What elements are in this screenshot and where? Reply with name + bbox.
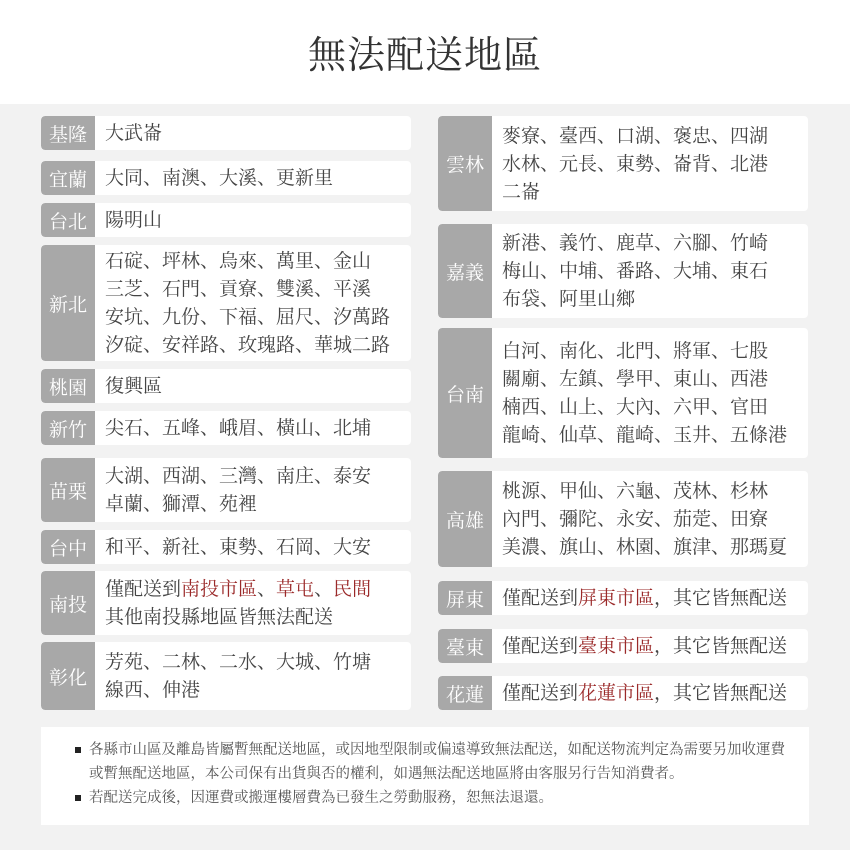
area-text: 楠西、山上、大內、六甲、官田: [502, 396, 769, 418]
area-text: 梅山、中埔、番路、大埔、東石: [502, 260, 769, 282]
region-label: 彰化: [41, 642, 95, 710]
highlighted-area: 草屯: [276, 578, 315, 600]
notes-box: [41, 727, 809, 825]
area-text: 關廟、左鎮、學甲、東山、西港: [502, 368, 769, 390]
area-line: [502, 632, 787, 660]
area-text: 復興區: [105, 375, 163, 397]
area-text: 和平、新社、東勢、石岡、大安: [105, 536, 372, 558]
region-areas: [95, 571, 411, 635]
region-areas: [95, 411, 411, 445]
region-areas: [492, 328, 808, 458]
area-line: [105, 247, 390, 275]
area-text: 石碇、坪林、烏來、萬里、金山: [105, 250, 372, 272]
area-text: 美濃、旗山、林園、旗津、那瑪夏: [502, 536, 788, 558]
area-line: [502, 337, 787, 365]
region-label: 新竹: [41, 411, 95, 445]
area-text: ，其它皆無配送: [654, 587, 788, 609]
area-line: [105, 372, 162, 400]
area-text: 僅配送到: [502, 587, 579, 609]
area-line: [105, 331, 390, 359]
area-text: 新港、義竹、鹿草、六腳、竹崎: [502, 232, 769, 254]
area-text: 線西、伸港: [105, 679, 201, 701]
region-areas: [95, 203, 411, 237]
area-line: [105, 676, 371, 704]
area-line: [502, 533, 787, 561]
area-line: [105, 533, 371, 561]
region-row: [438, 328, 808, 458]
region-row: [41, 161, 411, 195]
region-label: 雲林: [438, 116, 492, 211]
highlighted-area: 屏東市區: [578, 587, 655, 609]
region-areas: [95, 116, 411, 150]
region-label: 高雄: [438, 471, 492, 567]
region-label: 宜蘭: [41, 161, 95, 195]
area-text: 、: [314, 578, 334, 600]
area-line: [105, 303, 390, 331]
region-row: [41, 203, 411, 237]
area-text: 其他南投縣地區皆無法配送: [105, 606, 334, 628]
area-line: [105, 164, 333, 192]
region-row: [41, 116, 411, 150]
region-row: [41, 411, 411, 445]
area-text: 白河、南化、北門、將軍、七股: [502, 340, 769, 362]
region-areas: [492, 581, 808, 615]
region-label: 苗栗: [41, 458, 95, 522]
region-label: 花蓮: [438, 676, 492, 710]
region-areas: [95, 530, 411, 564]
area-text: 大同、南澳、大溪、更新里: [105, 167, 334, 189]
area-text: 水林、元長、東勢、崙背、北港: [502, 152, 769, 175]
highlighted-area: 花蓮市區: [578, 682, 655, 704]
area-text: ，其它皆無配送: [654, 635, 788, 657]
area-line: [105, 648, 371, 676]
region-row: [438, 629, 808, 663]
highlighted-area: 民間: [333, 578, 372, 600]
region-row: [41, 369, 411, 403]
region-label: 基隆: [41, 116, 95, 150]
region-label: 台南: [438, 328, 492, 458]
area-line: [502, 229, 768, 257]
region-areas: [95, 161, 411, 195]
region-areas: [492, 224, 808, 318]
region-label: 南投: [41, 571, 95, 635]
region-row: [438, 116, 808, 211]
area-line: [502, 393, 787, 421]
area-line: [502, 122, 768, 150]
region-row: [41, 571, 411, 635]
region-label: 新北: [41, 245, 95, 361]
region-areas: [95, 642, 411, 710]
region-areas: [492, 676, 808, 710]
region-row: [438, 471, 808, 567]
region-row: [41, 245, 411, 361]
region-areas: [95, 245, 411, 361]
area-line: [502, 178, 768, 206]
area-text: 麥寮、臺西、口湖、褒忠、四湖: [502, 124, 769, 147]
region-label: 台北: [41, 203, 95, 237]
highlighted-area: 南投市區: [181, 578, 258, 600]
area-line: [502, 150, 768, 178]
area-text: 桃源、甲仙、六龜、茂林、杉林: [502, 480, 769, 502]
region-row: [438, 581, 808, 615]
region-areas: [492, 116, 808, 211]
region-row: [438, 676, 808, 710]
area-text: 內門、彌陀、永安、茄萣、田寮: [502, 508, 769, 530]
header: [0, 0, 850, 104]
region-row: [41, 530, 411, 564]
area-line: [502, 365, 787, 393]
area-text: 、: [257, 578, 277, 600]
area-line: [105, 206, 162, 234]
area-text: 汐碇、安祥路、玫瑰路、華城二路: [105, 334, 391, 356]
region-areas: [492, 629, 808, 663]
area-text: 安坑、九份、下福、屈尺、汐萬路: [105, 306, 391, 328]
area-line: [502, 584, 787, 612]
area-text: 僅配送到: [502, 635, 579, 657]
area-line: [105, 490, 371, 518]
area-line: [502, 257, 768, 285]
area-line: [502, 505, 787, 533]
region-areas: [492, 471, 808, 567]
region-label: 嘉義: [438, 224, 492, 318]
area-text: 三芝、石門、貢寮、雙溪、平溪: [105, 278, 372, 300]
region-label: 屏東: [438, 581, 492, 615]
area-line: [105, 275, 390, 303]
area-text: 龍崎、仙草、龍崎、玉井、五條港: [502, 424, 788, 446]
area-text: 芳苑、二林、二水、大城、竹塘: [105, 651, 372, 673]
area-line: [105, 575, 371, 603]
area-line: [502, 477, 787, 505]
page-title: 無法配送地區: [307, 33, 542, 77]
region-row: [438, 224, 808, 318]
area-text: 卓蘭、獅潭、苑裡: [105, 493, 258, 515]
area-line: [502, 679, 787, 707]
region-row: [41, 458, 411, 522]
region-label: 桃園: [41, 369, 95, 403]
region-areas: [95, 458, 411, 522]
area-text: 尖石、五峰、峨眉、橫山、北埔: [105, 417, 372, 439]
region-label: 台中: [41, 530, 95, 564]
region-row: [41, 642, 411, 710]
area-text: 二崙: [502, 180, 541, 203]
area-line: [105, 414, 371, 442]
note-item: 各縣市山區及離島皆屬暫無配送地區，或因地型限制或偏遠導致無法配送，如配送物流判定為需要另加收運費或暫無配送地區，本公司保有出貨與否的權利，如遇無法配送地區將由客服另行告知消費者。: [71, 738, 795, 786]
area-line: [105, 119, 162, 147]
area-text: 陽明山: [105, 209, 163, 231]
note-item: 若配送完成後，因運費或搬運樓層費為已發生之勞動服務，恕無法退還。: [71, 786, 795, 810]
area-line: [105, 462, 371, 490]
area-text: 僅配送到: [502, 682, 579, 704]
area-line: [105, 603, 371, 631]
area-text: ，其它皆無配送: [654, 682, 788, 704]
region-label: 臺東: [438, 629, 492, 663]
area-text: 大武崙: [105, 122, 163, 144]
region-areas: [95, 369, 411, 403]
area-text: 布袋、阿里山鄉: [502, 288, 636, 310]
highlighted-area: 臺東市區: [578, 635, 655, 657]
area-text: 大湖、西湖、三灣、南庄、泰安: [105, 465, 372, 487]
area-text: 僅配送到: [105, 578, 182, 600]
area-line: [502, 285, 768, 313]
area-line: [502, 421, 787, 449]
